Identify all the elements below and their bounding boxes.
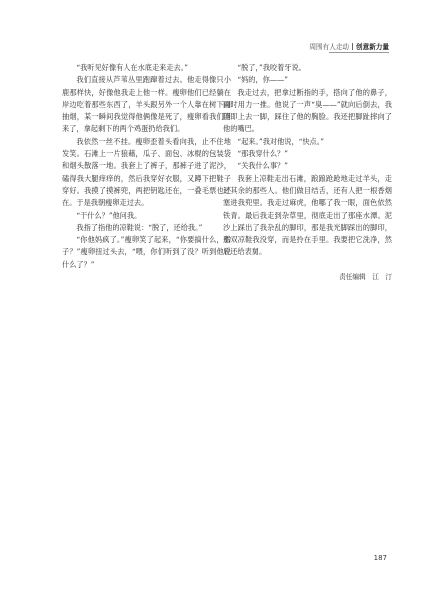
right-text-column [223, 62, 392, 283]
paragraph: 我指了指他的凉鞋说：“脱了，还给我。” [76, 222, 203, 232]
header-rule [329, 52, 389, 53]
header-column: 创意新力量 [356, 43, 389, 51]
paragraph: “干什么？”他问我。 [76, 210, 142, 220]
paragraph: “你他妈疯了。”瘦卵笑了起来，“你要搞什么，豹子？”瘦卵扭过头去，“喂，你们听到了没？听到他说什么了？” [62, 235, 231, 269]
paragraph: 我套上凉鞋走出石滩，踉踉跄跄地走过羊头，走过其余的那些人。他们做目结舌，还有人把一根香烟塞进我兜里。我走过麻虎，他哪了我一眼，面色依然铁青。最后我走到杂草里，彻底走出了那座水潭。泥沙上踩出了我杂乱的脚印，那是我光脚踩出的脚印，那双凉鞋我没穿，而是拎在手里。我要把它洗净，然后还给表舅。 [223, 173, 392, 257]
header-section: 周围有人走动 [309, 43, 350, 51]
paragraph: “我听见好像有人在水底走来走去。” [76, 63, 188, 72]
paragraph: 我走过去，把拿过断指的手，搭向了他的鼻子，同时用力一推。他说了一声“臭——”就向后倒去，我随即上去一脚，踩住了他的胸脸。我还把脚趾摔向了他的嘴巴。 [223, 87, 392, 134]
paragraph: 我们直接从芦苇丛里跑蹿着过去。他走得像只小鹿那样快，好像他我走上他一样。瘦卵他们已经躺在岸边吃着那些东西了，羊头跟另外一个人靠在树下面抽烟，某一瞬间我觉得他俩像是死了，瘦卵看我们回来了，拿起剩下的两个鸡蛋扔给我们。 [62, 75, 231, 134]
running-header [309, 41, 389, 51]
paragraph: “起来。”我对他说，“快点。” [237, 136, 324, 146]
paragraph: “妈的，你——” [237, 75, 288, 85]
paragraph: “关我什么事？” [237, 161, 288, 171]
left-text-column [62, 62, 231, 271]
page-number: 187 [373, 554, 387, 562]
editor-credit: 责任编辑 江 汀 [339, 272, 392, 281]
paragraph: 我依然一丝不挂。瘦卵歪着头看向我，止不住地发笑。石滩上一片狼藉，瓜子、面包、冰棍的包装袋和烟头散落一地。我套上了裤子，那裤子进了泥沙，磕得我大腿痒痒的，然后我穿好衣服，又蹲下把鞋子穿好。我摸了摸裤兜，两把钥匙还在，一叠毛票也还在。于是我朝瘦卵走过去。 [62, 136, 231, 208]
paragraph: “脱了，”我咬着牙说。 [237, 63, 306, 72]
header-divider [352, 43, 353, 50]
paragraph: “那我穿什么？” [237, 149, 288, 159]
